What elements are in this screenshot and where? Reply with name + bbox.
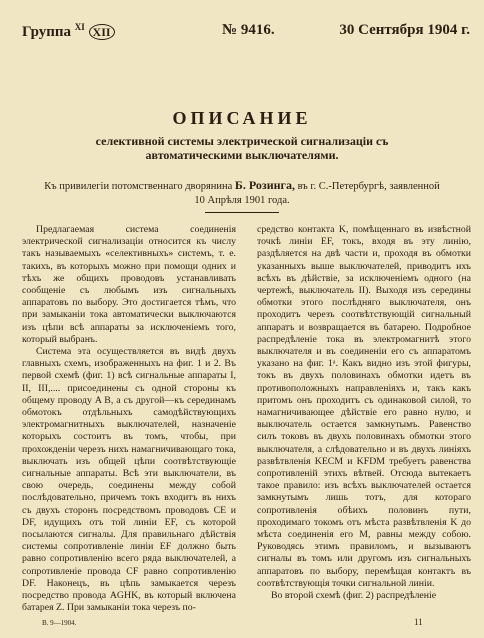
patent-number: № 9416. bbox=[222, 22, 275, 38]
group-label bbox=[22, 22, 115, 41]
paragraph: Предлагаемая система соединенія электрической сигнализаціи относится къ числу такъ называемыхъ «селективныхъ» системъ, т. е. такихъ, въ которыхъ можно при помощи одних и тѣхъ же общихъ проводовъ устанавливать сообщеніе съ любымъ изъ сигнальныхъ аппаратовъ по выбору. Это достигается тѣмъ, что при замыканіи тока автоматически выключаются изъ цѣпи всѣ аппараты за исключеніемъ того, который выбранъ. bbox=[22, 224, 236, 345]
paragraph: Во второй схемѣ (фиг. 2) распредѣленіе bbox=[271, 590, 437, 602]
privilege-line bbox=[40, 178, 444, 208]
right-column bbox=[257, 224, 471, 602]
group-text: Группа bbox=[22, 24, 72, 40]
paragraph: Система эта осуществляется въ видѣ двухъ главныхъ схемъ, изображенныхъ на фиг. 1 и 2. Въ первой схемѣ (фиг. 1) всѣ сигнальные аппараты I, II, III,.... присоединены съ одной стороны къ общему проводу A B, а съ другой—къ серединамъ обмотокъ отдѣльныхъ самодѣйствующихъ электромагнитныхъ выключателей, назначеніе которыхъ состоитъ въ томъ, чтобы, при прохожденіи черезъ нихъ намагничивающаго тока, выключать изъ общей цѣпи соотвѣтствующіе сигнальные аппараты. Всѣ эти выключатели, въ свою очередь, соединены между собой послѣдовательно, причемъ токъ входитъ въ нихъ съ двухъ сторонъ посредствомъ проводовъ CE и DF, идущихъ отъ той линіи EF, съ которой посылаются сигналы. Для правильнаго дѣйствія системы сопротивленіе линіи EF должно быть равно сопротивленію всего ряда выключателей, а сопротивленіе провода CF равно сопротивленію DF. Наконецъ, въ цѣпь замыкается черезъ посредство провода AGHK, въ который включена батарея Z. При замыканіи тока черезъ по- bbox=[22, 346, 236, 614]
privilege-suffix: въ г. С.-Петербургѣ, заявленной 10 Апрѣля 1901 года. bbox=[194, 181, 440, 206]
left-column bbox=[22, 224, 236, 615]
privilege-prefix: Къ привилегіи потомственнаго дворянина bbox=[44, 181, 233, 192]
inventor-name: Б. Розинга, bbox=[234, 178, 295, 192]
page-header bbox=[14, 20, 474, 42]
divider bbox=[205, 212, 279, 213]
page-number: 11 bbox=[414, 617, 423, 627]
print-mark: В. 9—1904. bbox=[42, 619, 77, 627]
paragraph: средство контакта K, помѣщеннаго въ извѣстной точкѣ линіи EF, токъ, входя въ эту линію, раздѣляется на двѣ части и, проходя въ обмотки указанныхъ выше выключателей, приводитъ ихъ всѣхъ въ дѣйствіе, за исключеніемъ одного (на чертежѣ, выключатель II). Выходя изъ середины обмотки этого послѣдняго выключателя, онъ проходитъ черезъ соотвѣтствующій сигнальный аппаратъ и возвращается въ батарею. Подробное распредѣленіе тока въ электромагнитѣ этого выключателя и въ соединеніи его съ аппаратомъ указано на фиг. 1ᵃ. Какъ видно изъ этой фигуры, токъ въ двухъ половинахъ обмотки идетъ въ противоположныхъ направленіяхъ и, такъ какъ притомъ онъ проходитъ съ одинаковой силой, то намагничивающее дѣйствіе его равно нулю, и выключатель остается замкнутымъ. Равенство силъ токовъ въ двухъ половинахъ обмотки этого выключателя, а слѣдовательно и въ двухъ линіяхъ развѣтвленія KECM и KFDM требуетъ равенства сопротивленій этихъ вѣтвей. Отсюда вытекаетъ такое правило: изъ всѣхъ выключателей остается замкнутымъ лишь тотъ, для котораго сопротивленія обѣихъ половинъ пути, проходимаго токомъ отъ мѣста развѣтвленія K до мѣста соединенія его M, равны между собою. Руководясь этимъ правиломъ, и вызываютъ сигналы въ томъ или другомъ изъ сигнальныхъ аппаратовъ по выбору, перемѣщая контактъ въ соотвѣтствующія точки сигнальной линіи. bbox=[257, 224, 471, 589]
document-title: ОПИСАНИЕ bbox=[172, 108, 312, 128]
group-circle: XII bbox=[89, 24, 115, 40]
patent-date: 30 Сентября 1904 г. bbox=[339, 22, 470, 38]
group-sup: XI bbox=[74, 22, 85, 32]
document-subtitle: селективной системы электрической сигнализаціи съ автоматическими выключателями. bbox=[95, 134, 389, 162]
